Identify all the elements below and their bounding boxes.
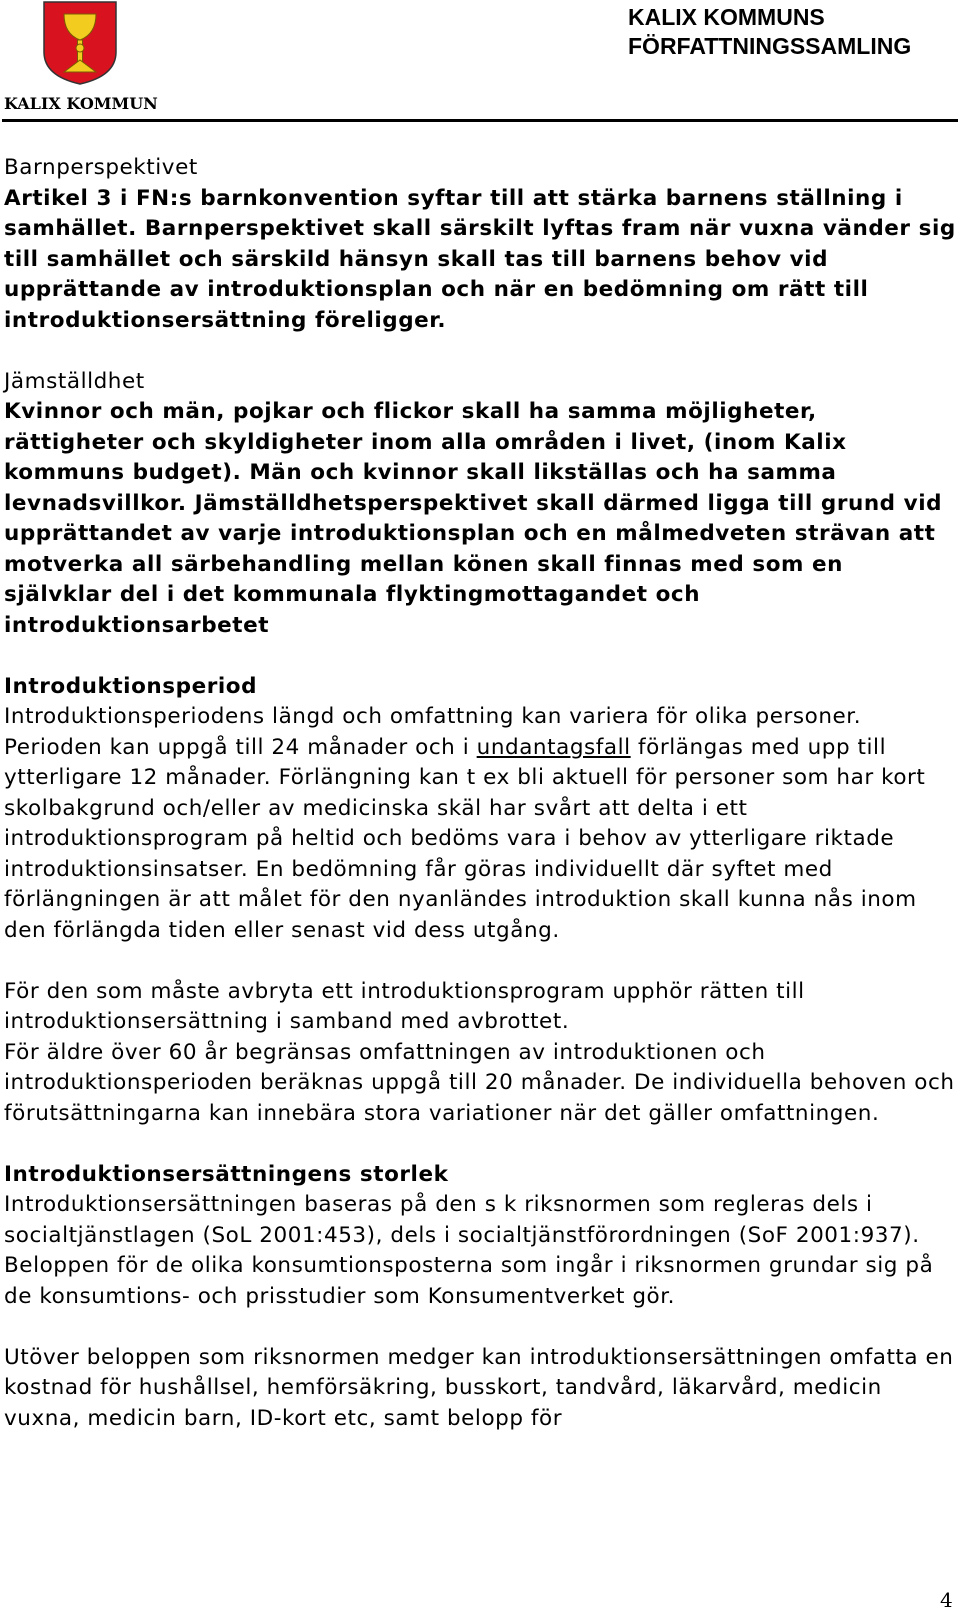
paragraph-avbrott: För den som måste avbryta ett introduktionsprogram upphör rätten till introduktionsersättning i samband med avbrottet.	[4, 978, 805, 1034]
paragraph-introduktionsperiod	[4, 702, 956, 946]
paragraph-utover: Utöver beloppen som riksnormen medger kan introduktionsersättningen omfatta en kostnad för hushållsel, hemförsäkring, busskort, tandvård, läkarvård, medicin vuxna, medicin barn, ID-kort etc, samt belopp för	[4, 1344, 954, 1431]
brand-name: KALIX KOMMUN	[4, 94, 158, 113]
section-heading-jamstalldhet: Jämställdhet	[4, 368, 145, 394]
paragraph-storlek: Introduktionsersättningen baseras på den s k riksnormen som regleras dels i socialtjänstlagen (SoL 2001:453), dels i socialtjänstförordningen (SoF 2001:937). Beloppen för de olika konsumtionsposterna som ingår i riksnormen grundar sig på de konsumtions- och prisstudier som Konsumentverket gör.	[4, 1192, 934, 1309]
page-number: 4	[940, 1588, 953, 1612]
series-line-2: FÖRFATTNINGSSAMLING	[628, 33, 912, 59]
paragraph-aldre: För äldre över 60 år begränsas omfattningen av introduktionen och introduktionsperioden beräknas uppgå till 20 månader. De individuella behoven och förutsättningarna kan innebära stora variationer när det gäller omfattningen.	[4, 1039, 955, 1126]
paragraph-text: förlängas med upp till ytterligare 12 månader. Förlängning kan t ex bli aktuell för personer som har kort skolbakgrund och/eller av medicinska skäl har svårt att delta i ett introduktionsprogram på heltid och bedöms vara i behov av ytterligare riktade introduktionsinsatser. En bedömning får göras individuellt där syftet med förlängningen är att målet för den nyanländes introduktion skall kunna nås inom den förlängda tiden eller senast vid dess utgång.	[4, 734, 926, 943]
paragraph-barnperspektivet: Artikel 3 i FN:s barnkonvention syftar till att stärka barnens ställning i samhället. Barnperspektivet skall särskilt lyftas fram när vuxna vänder sig till samhället och särskild hänsyn skall tas till barnens behov vid upprättande av introduktionsplan och när en bedömning om rätt till introduktionsersättning föreligger.	[4, 185, 956, 333]
page-header	[0, 0, 960, 124]
section-heading-introduktionsperiod: Introduktionsperiod	[4, 673, 258, 699]
statute-series-title	[628, 3, 911, 61]
paragraph-text: Introduktionsperiodens längd och omfattning kan variera för olika personer. Perioden kan uppgå till 24 månader och i	[4, 704, 862, 760]
paragraph-jamstalldhet: Kvinnor och män, pojkar och flickor skall ha samma möjligheter, rättigheter och skyldigheter inom alla områden i livet, (inom Kalix kommuns budget). Män och kvinnor skall likställas och ha samma levnadsvillkor. Jämställdhetsperspektivet skall därmed ligga till grund vid upprättandet av varje introduktionsplan och en målmedveten strävan att motverka all särbehandling mellan könen skall finnas med som en självklar del i det kommunala flyktingmottagandet och introduktionsarbetet	[4, 399, 943, 638]
document-body	[4, 153, 956, 1434]
series-line-1: KALIX KOMMUNS	[628, 4, 825, 30]
section-heading-storlek: Introduktionsersättningens storlek	[4, 1161, 449, 1187]
header-divider	[2, 119, 958, 122]
undantagsfall-link[interactable]: undantagsfall	[476, 734, 631, 760]
section-heading-barnperspektivet: Barnperspektivet	[4, 155, 198, 180]
municipality-logo	[4, 0, 164, 118]
coat-of-arms-icon	[42, 0, 118, 86]
